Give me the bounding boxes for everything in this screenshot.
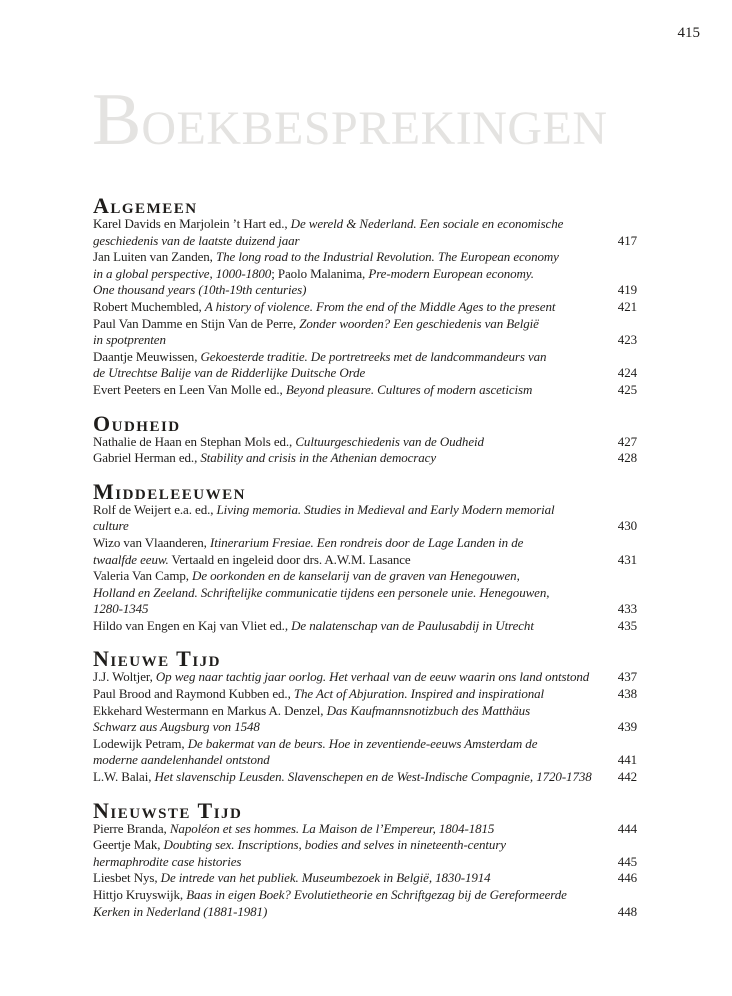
toc-line [93, 349, 637, 366]
author-segment: Daantje Meuwissen, [93, 348, 201, 364]
work-title-segment: Zonder woorden? Een geschiedenis van België [299, 315, 539, 331]
section-heading: Nieuwste Tijd [93, 797, 243, 823]
work-title-segment: Living memoria. Studies in Medieval and Early Modern memorial [216, 501, 555, 517]
toc-line [93, 669, 637, 686]
work-title-segment: Stability and crisis in the Athenian democracy [200, 450, 436, 466]
work-title-segment: Napoléon et ses hommes. La Maison de l’Empereur, 1804-1815 [169, 820, 495, 836]
toc-line [93, 870, 637, 887]
section-heading: Middeleeuwen [93, 478, 246, 504]
entry-text [93, 736, 537, 753]
page-ref: 448 [617, 903, 637, 919]
author-segment: Paul Brood and Raymond Kubben ed., [93, 686, 294, 702]
entry-text [93, 434, 484, 451]
page-title [92, 79, 608, 162]
work-title-segment: Beyond pleasure. Cultures of modern asceticism [285, 381, 533, 397]
folio-page-number: 415 [677, 25, 700, 41]
author-segment: Paul Van Damme en Stijn Van de Perre, [93, 315, 300, 331]
work-title-segment: Schwarz aus Augsburg von 1548 [93, 719, 260, 735]
toc-line [93, 568, 637, 585]
toc-line [93, 233, 637, 250]
page-ref: 421 [617, 298, 637, 314]
author-segment: Geertje Mak, [93, 837, 164, 853]
section-heading: Nieuwe Tijd [93, 646, 222, 672]
work-title-segment: Baas in eigen Boek? Evolutietheorie en Schriftgezag bij de Gereformeerde [186, 887, 567, 902]
entry-text [93, 769, 592, 786]
entry-text [93, 887, 567, 904]
toc-section [93, 193, 637, 399]
author-segment: Karel Davids en Marjolein ’t Hart ed., [93, 216, 291, 231]
entry-text [93, 719, 260, 736]
toc-line [93, 434, 637, 451]
work-title-segment: Cultuurgeschiedenis van de Oudheid [295, 433, 484, 449]
work-title-segment: Doubting sex. Inscriptions, bodies and selves in nineteenth-century [163, 837, 506, 853]
author-segment: Liesbet Nys, [93, 870, 161, 886]
toc-line [93, 382, 637, 399]
toc-line [93, 249, 637, 266]
entry-text [93, 752, 270, 769]
toc-line [93, 535, 637, 552]
work-title-segment: The long road to the Industrial Revolution. The European economy [215, 249, 559, 265]
page-ref: 417 [617, 232, 637, 248]
toc-line [93, 904, 637, 921]
author-segment: Pierre Branda, [93, 820, 170, 836]
work-title-segment: moderne aandelenhandel ontstond [93, 752, 270, 768]
entry-text [93, 332, 166, 349]
page-ref: 419 [617, 282, 637, 298]
entry-text [93, 365, 365, 382]
entry-text [93, 703, 530, 720]
toc-line [93, 821, 637, 838]
entry-text [93, 316, 539, 333]
work-title-segment: A history of violence. From the end of the Middle Ages to the present [204, 298, 556, 314]
author-segment: Gabriel Herman ed., [93, 450, 201, 466]
entry-text [93, 618, 534, 635]
toc-line [93, 703, 637, 720]
page-ref: 444 [617, 820, 637, 836]
work-title-segment: Op weg naar tachtig jaar oorlog. Het verhaal van de eeuw waarin ons land ontstond [155, 669, 590, 685]
work-title-segment: Itinerarium Fresiae. Een rondreis door de Lage Landen in de [209, 534, 524, 550]
page-ref: 441 [617, 752, 637, 768]
toc-line [93, 316, 637, 333]
author-segment: Hildo van Engen en Kaj van Vliet ed., [93, 617, 292, 633]
entry-text [93, 837, 506, 854]
entry-text [93, 686, 544, 703]
toc-line [93, 365, 637, 382]
toc-line [93, 299, 637, 316]
toc-line [93, 601, 637, 618]
entry-text [93, 216, 563, 233]
work-title-segment: twaalfde eeuw. [93, 551, 169, 567]
toc-line [93, 282, 637, 299]
page-ref: 435 [617, 617, 637, 633]
entry-text [93, 601, 148, 618]
entry-text [93, 552, 411, 569]
entry-text [93, 502, 555, 519]
section-heading: Oudheid [93, 410, 181, 436]
work-title-segment: De nalatenschap van de Paulusabdij in Utrecht [291, 617, 534, 633]
toc-section [93, 410, 637, 467]
page-title-initial: B [92, 79, 142, 162]
page-ref: 424 [617, 365, 637, 381]
entry-text [93, 282, 306, 299]
toc-section [93, 646, 637, 785]
toc-line [93, 502, 637, 519]
toc [93, 193, 637, 920]
author-segment: Vertaald en ingeleid door drs. A.W.M. Lasance [168, 551, 411, 567]
entry-text [93, 233, 300, 250]
work-title-segment: 1280-1345 [93, 601, 149, 617]
entry-text [93, 382, 532, 399]
author-segment: Evert Peeters en Leen Van Molle ed., [93, 381, 286, 397]
toc-line [93, 552, 637, 569]
toc-line [93, 887, 637, 904]
entry-text [93, 870, 491, 887]
author-segment: Rolf de Weijert e.a. ed., [93, 501, 217, 517]
page-ref: 427 [617, 433, 637, 449]
page-ref: 423 [617, 332, 637, 348]
page-ref: 428 [617, 450, 637, 466]
page-ref: 442 [617, 769, 637, 785]
entry-text [93, 669, 589, 686]
toc-line [93, 266, 637, 283]
toc-line [93, 854, 637, 871]
entry-text [93, 904, 267, 921]
toc-line [93, 216, 637, 233]
toc-line [93, 332, 637, 349]
page-ref: 425 [617, 381, 637, 397]
entry-text [93, 585, 549, 602]
author-segment: Nathalie de Haan en Stephan Mols ed., [93, 433, 296, 449]
work-title-segment: De wereld & Nederland. Een sociale en economische [290, 216, 564, 231]
entry-text [93, 266, 534, 283]
work-title-segment: Holland en Zeeland. Schriftelijke communicatie tijdens een personele unie. Henegouwen, [93, 584, 550, 600]
page-ref: 438 [617, 686, 637, 702]
work-title-segment: Gekoesterde traditie. De portretreeks met de landcommandeurs van [200, 348, 547, 364]
toc-line [93, 736, 637, 753]
toc-line [93, 752, 637, 769]
page-ref: 445 [617, 853, 637, 869]
author-segment: L.W. Balai, [93, 769, 155, 785]
page-title-rest: OEKBESPREKINGEN [141, 102, 608, 156]
author-segment: Lodewijk Petram, [93, 735, 188, 751]
section-heading: Algemeen [93, 193, 198, 218]
toc-line [93, 769, 637, 786]
toc-section [93, 797, 637, 921]
page-ref: 446 [617, 870, 637, 886]
author-segment: J.J. Woltjer, [93, 669, 156, 685]
entry-text [93, 349, 546, 366]
work-title-segment: Het slavenschip Leusden. Slavenschepen en de West-Indische Compagnie, 1720-1738 [154, 769, 592, 785]
page-ref: 433 [617, 601, 637, 617]
toc-line [93, 518, 637, 535]
entry-text [93, 249, 559, 266]
work-title-segment: geschiedenis van de laatste duizend jaar [93, 232, 300, 248]
work-title-segment: Pre-modern European economy. [368, 265, 534, 281]
page-ref: 430 [617, 518, 637, 534]
work-title-segment: De intrede van het publiek. Museumbezoek in België, 1830-1914 [160, 870, 491, 886]
entry-text [93, 821, 494, 838]
toc-line [93, 719, 637, 736]
author-segment: Jan Luiten van Zanden, [93, 249, 216, 265]
work-title-segment: The Act of Abjuration. Inspired and inspirational [293, 686, 545, 702]
work-title-segment: in a global perspective, 1000-1800 [93, 265, 272, 281]
author-segment: Hittjo Kruyswijk, [93, 887, 187, 902]
author-segment: ; Paolo Malanima, [271, 265, 369, 281]
work-title-segment: in spotprenten [93, 332, 166, 348]
entry-text [93, 854, 241, 871]
author-segment: Wizo van Vlaanderen, [93, 534, 210, 550]
work-title-segment: Das Kaufmannsnotizbuch des Matthäus [326, 702, 531, 718]
work-title-segment: De bakermat van de beurs. Hoe in zeventiende-eeuws Amsterdam de [187, 735, 538, 751]
entry-text [93, 518, 129, 535]
page-ref: 437 [617, 669, 637, 685]
author-segment: Ekkehard Westermann en Markus A. Denzel, [93, 702, 327, 718]
entry-text [93, 535, 523, 552]
page-ref: 431 [617, 551, 637, 567]
work-title-segment: De oorkonden en de kanselarij van de graven van Henegouwen, [192, 568, 520, 584]
toc-line [93, 618, 637, 635]
toc-line [93, 837, 637, 854]
entry-text [93, 568, 520, 585]
toc-section [93, 478, 637, 635]
author-segment: Valeria Van Camp, [93, 568, 193, 584]
work-title-segment: de Utrechtse Balije van de Ridderlijke Duitsche Orde [93, 365, 366, 381]
work-title-segment: One thousand years (10th-19th centuries) [93, 282, 307, 298]
toc-line [93, 686, 637, 703]
entry-text [93, 299, 555, 316]
toc-line [93, 585, 637, 602]
work-title-segment: Kerken in Nederland (1881-1981) [93, 903, 268, 919]
author-segment: Robert Muchembled, [93, 298, 205, 314]
work-title-segment: culture [93, 518, 129, 534]
entry-text [93, 450, 436, 467]
work-title-segment: hermaphrodite case histories [93, 853, 242, 869]
page-ref: 439 [617, 719, 637, 735]
toc-line [93, 450, 637, 467]
